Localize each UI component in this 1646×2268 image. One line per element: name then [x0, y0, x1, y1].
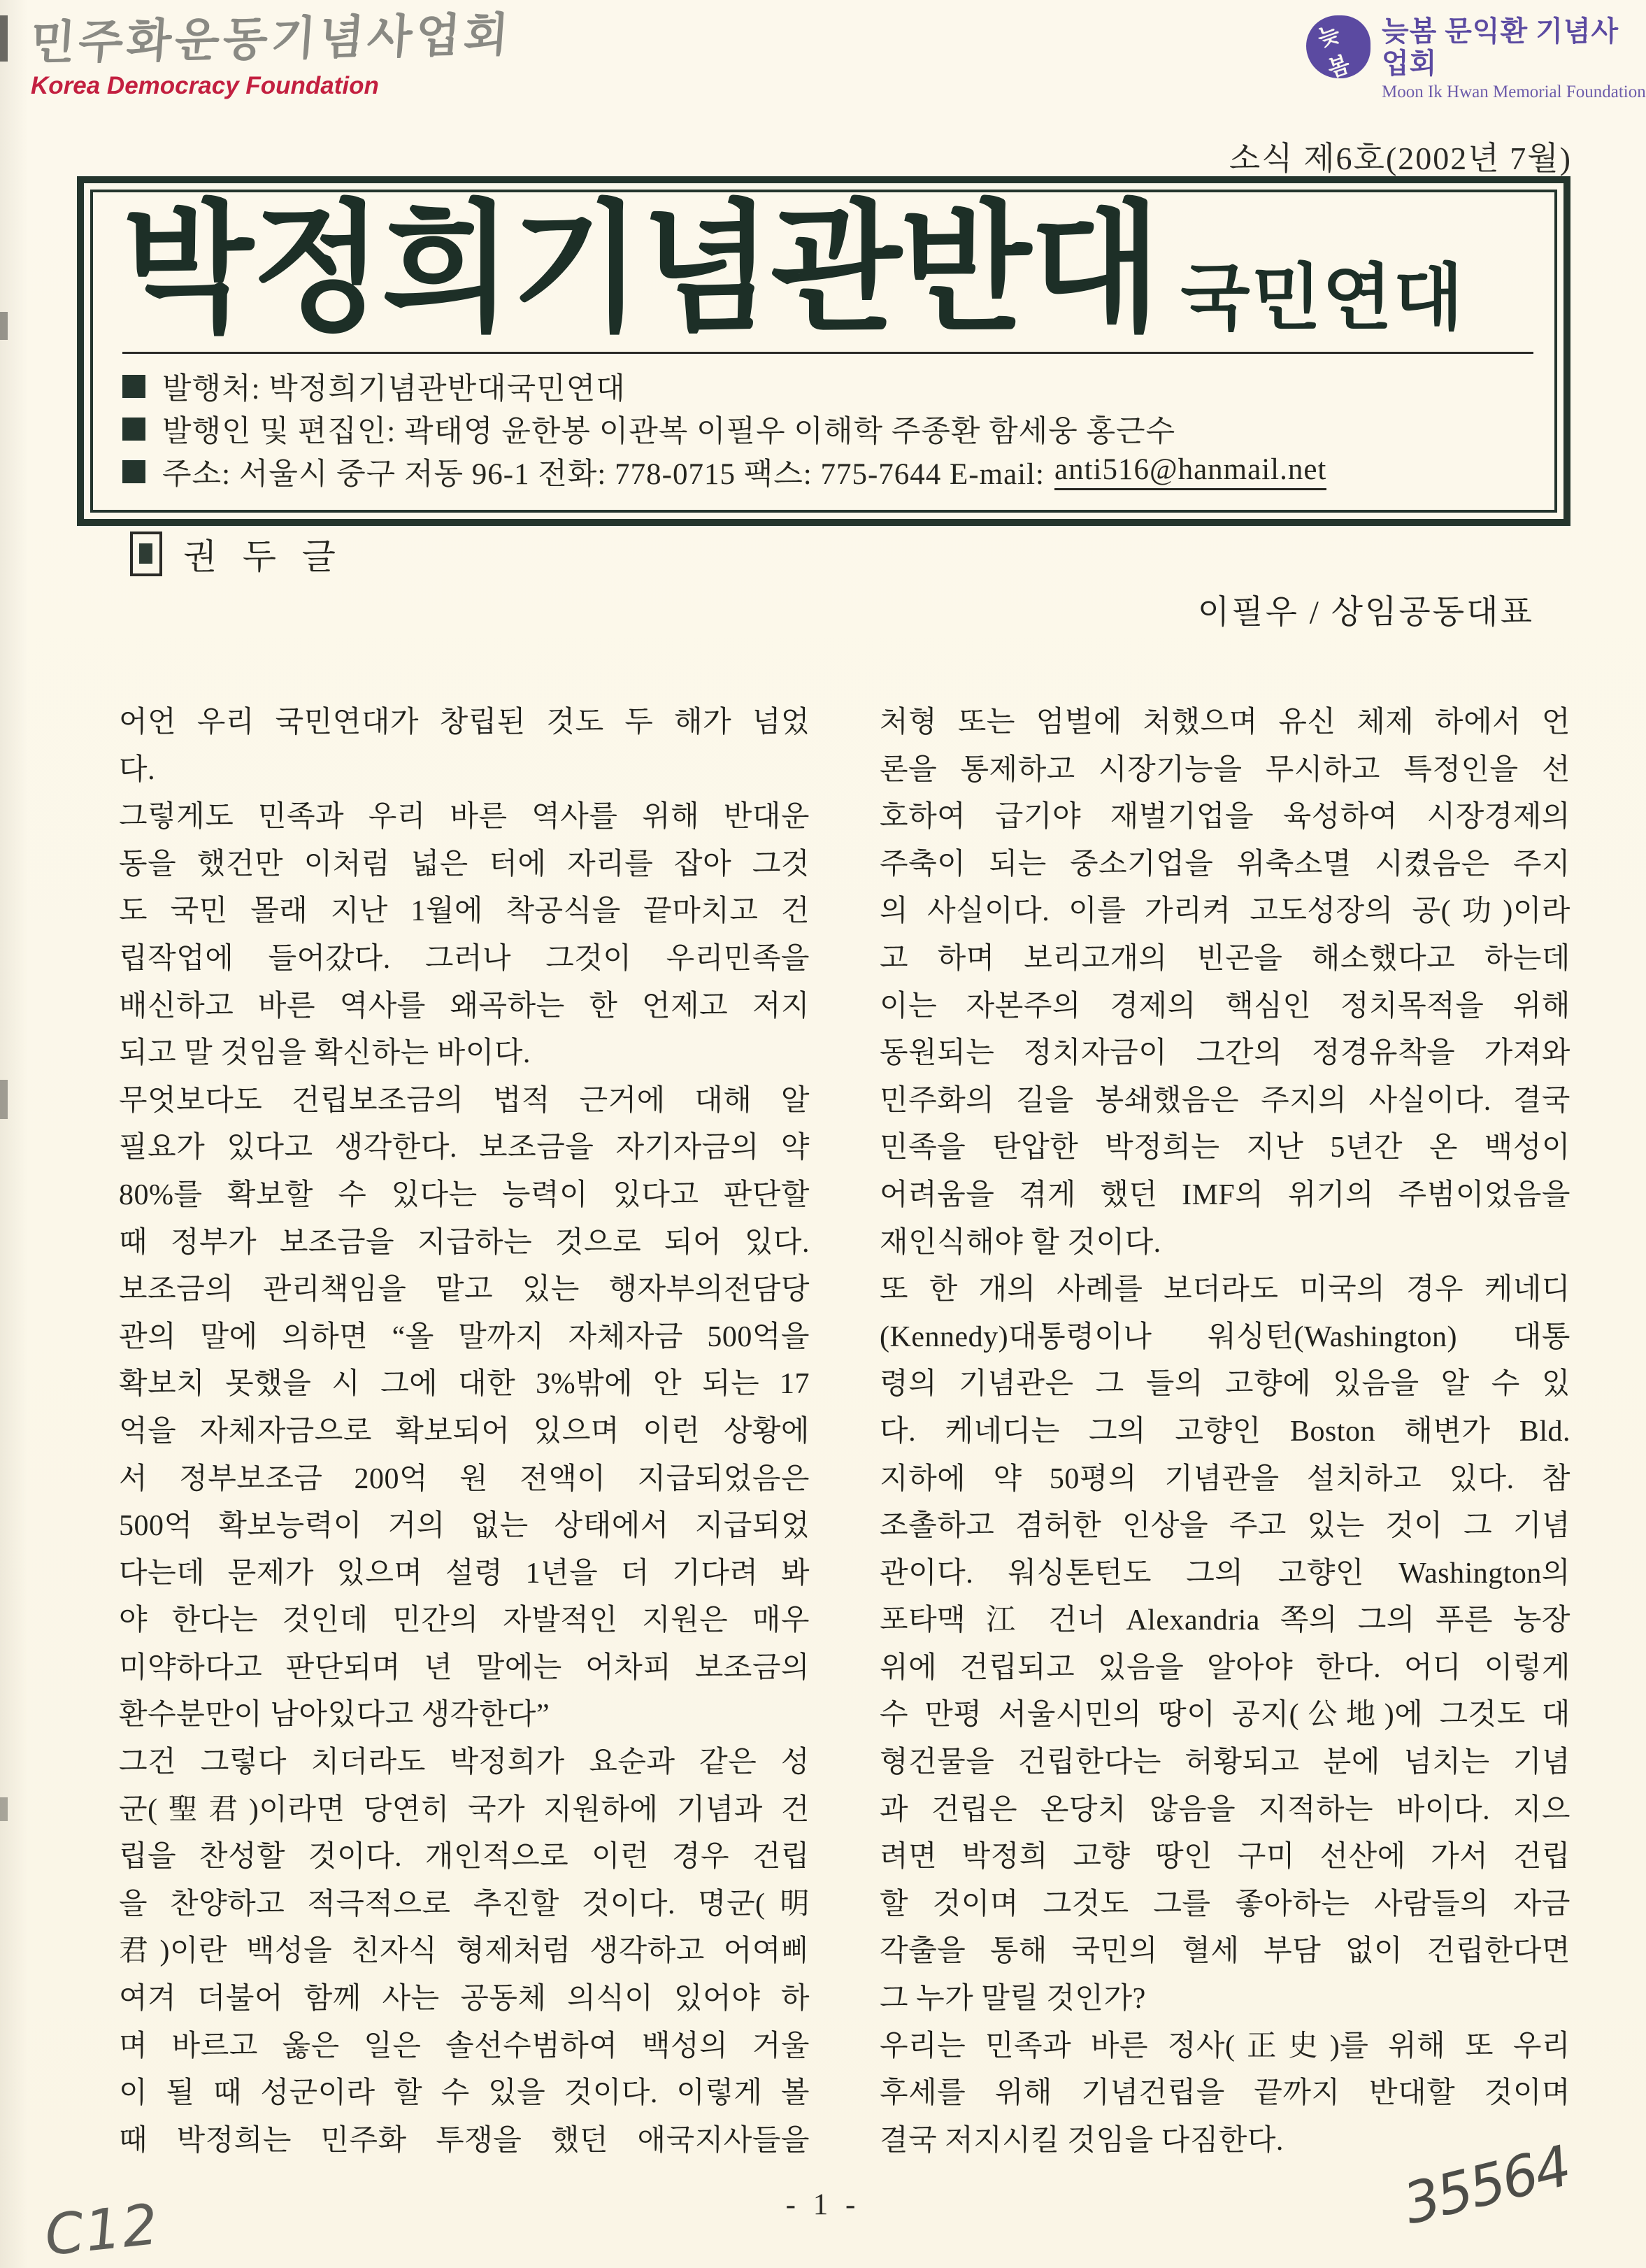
masthead-box-inner: [90, 185, 1557, 513]
issue-number-line: 소식 제6호(2002년 7월): [1229, 141, 1572, 176]
body-line: 의 사실이다. 이를 가리켜 고도성장의 공(功)이라: [880, 895, 1570, 928]
body-line: 도 국민 몰래 지난 1월에 착공식을 끝마치고 건: [119, 895, 810, 928]
body-line: 재인식해야 할 것이다.: [880, 1226, 1161, 1259]
body-line: 후세를 위해 기념건립을 끝까지 반대할 것이며: [880, 2077, 1570, 2110]
body-line: 이는 자본주의 경제의 핵심인 정치목적을 위해: [880, 990, 1570, 1022]
body-line: 때 정부가 보조금을 지급하는 것으로 되어 있다.: [119, 1226, 810, 1259]
masthead-title-row: [122, 185, 1533, 351]
body-line: 위에 건립되고 있음을 알아야 한다. 어디 이렇게: [880, 1651, 1570, 1684]
article-body: [119, 699, 1570, 2164]
body-line: 며 바르고 옳은 일은 솔선수범하여 백성의 거울: [119, 2030, 810, 2062]
body-line: 미약하다고 판단되며 년 말에는 어차피 보조금의: [119, 1651, 810, 1684]
body-line: 립을 찬성할 것이다. 개인적으로 이런 경우 건립: [119, 1841, 810, 1874]
body-line: 다는데 문제가 있으며 설령 1년을 더 기다려 봐: [119, 1557, 810, 1590]
moon-logo-korean-text: 늦봄 문익환 기념사업회: [1382, 15, 1619, 79]
body-line: 500억 확보능력이 거의 없는 상태에서 지급되었: [119, 1510, 810, 1543]
body-line: 관의 말에 의하면 “올 말까지 자체자금 500억을: [119, 1320, 810, 1353]
address-line: [122, 450, 1533, 493]
body-line: 이 될 때 성군이라 할 수 있을 것이다. 이렇게 볼: [119, 2077, 810, 2110]
moon-logo-english-text: Moon Ik Hwan Memorial Foundation: [1382, 83, 1646, 101]
body-line: 어려움을 겪게 했던 IMF의 위기의 주범이었음을: [880, 1178, 1570, 1211]
body-line: 야 한다는 것인데 민간의 자발적인 지원은 매우: [119, 1604, 810, 1637]
body-line: 과 건립은 온당치 않음을 지적하는 바이다. 지으: [880, 1793, 1570, 1826]
moon-foundation-seal-icon: [1306, 15, 1371, 83]
body-column-right: [880, 699, 1570, 2164]
body-line: 수 만평 서울시민의 땅이 공지(公地)에 그것도 대: [880, 1699, 1570, 1732]
body-line: 어언 우리 국민연대가 창립된 것도 두 해가 넘었: [119, 706, 810, 739]
body-line: 려면 박정희 고향 땅인 구미 선산에 가서 건립: [880, 1841, 1570, 1874]
body-column-left: [119, 699, 810, 2164]
handwritten-mark-35564: 35564: [1397, 2133, 1576, 2237]
body-line: 80%를 확보할 수 있다는 능력이 있다고 판단할: [119, 1178, 810, 1211]
body-line: 때 박정희는 민주화 투쟁을 했던 애국지사들을: [119, 2124, 810, 2157]
scan-artifact: [0, 1080, 8, 1119]
body-line: 론을 통제하고 시장기능을 무시하고 특정인을 선: [880, 753, 1570, 786]
kdf-logo-english-text: Korea Democracy Foundation: [31, 72, 379, 100]
body-line: 배신하고 바른 역사를 왜곡하는 한 언제고 저지: [119, 990, 810, 1022]
body-line: 여겨 더불어 함께 사는 공동체 의식이 있어야 하: [119, 1983, 810, 2016]
body-line: 되고 말 것임을 확신하는 바이다.: [119, 1037, 531, 1070]
body-line: 립작업에 들어갔다. 그러나 그것이 우리민족을: [119, 942, 810, 975]
publisher-line: [122, 365, 1533, 408]
section-header: [130, 529, 344, 579]
moon-ik-hwan-foundation-logo: [1306, 15, 1646, 102]
body-line: 할 것이며 그것도 그를 좋아하는 사람들의 자금: [880, 1888, 1570, 1920]
body-line: 지하에 약 50평의 기념관을 설치하고 있다. 참: [880, 1462, 1570, 1495]
email-address: anti516@hanmail.net: [1054, 452, 1326, 490]
body-line: 주축이 되는 중소기업을 위축소멸 시켰음은 주지: [880, 848, 1570, 880]
body-line: 형건물을 건립한다는 허황되고 분에 넘치는 기념: [880, 1746, 1570, 1779]
korea-democracy-foundation-logo: [28, 7, 514, 100]
body-line: 다.: [119, 753, 156, 786]
seal-calligraphy-text: 늦봄: [1314, 20, 1352, 83]
body-line: 동원되는 정치자금이 그간의 정경유착을 가져와: [880, 1037, 1570, 1070]
body-line: 그건 그렇다 치더라도 박정희가 요순과 같은 성: [119, 1746, 810, 1779]
body-line: 고 하며 보리고개의 빈곤을 해소했다고 하는데: [880, 942, 1570, 975]
filled-square-bullet-icon: [122, 418, 145, 441]
body-line: 서 정부보조금 200억 원 전액이 지급되었음은: [119, 1462, 810, 1495]
body-line: 그 누가 말릴 것인가?: [880, 1983, 1146, 2016]
body-line: 포타맥 江 건너 Alexandria 쪽의 그의 푸른 농장: [880, 1604, 1570, 1637]
scan-artifact: [0, 15, 8, 62]
body-line: 또 한 개의 사례를 보더라도 미국의 경우 케네디: [880, 1274, 1570, 1306]
scan-artifact: [0, 312, 8, 340]
author-byline: 이필우 / 상임공동대표: [1197, 594, 1534, 631]
publisher-text: 발행처: 박정희기념관반대국민연대: [162, 372, 626, 406]
body-line: 호하여 급기야 재벌기업을 육성하여 시장경제의: [880, 801, 1570, 834]
body-line: 결국 저지시킬 것임을 다짐한다.: [880, 2124, 1284, 2157]
kdf-logo-korean-calligraphy: 민주화운동기념사업회: [28, 7, 514, 70]
body-line: 그렇게도 민족과 우리 바른 역사를 위해 반대운: [119, 801, 810, 834]
masthead-info: [122, 365, 1533, 493]
body-line: 우리는 민족과 바른 정사(正史)를 위해 또 우리: [880, 2030, 1570, 2062]
section-title: 권 두 글: [183, 537, 344, 576]
handwritten-mark-c12: C12: [41, 2191, 163, 2268]
masthead-box: [77, 176, 1570, 526]
body-line: 조촐하고 겸허한 인상을 주고 있는 것이 그 기념: [880, 1510, 1570, 1543]
body-line: 처형 또는 엄벌에 처했으며 유신 체제 하에서 언: [880, 706, 1570, 739]
editors-text: 발행인 및 편집인: 곽태영 윤한봉 이관복 이필우 이해학 주종환 함세웅 홍근수: [162, 415, 1176, 448]
body-line: 억을 자체자금으로 확보되어 있으며 이런 상황에: [119, 1415, 810, 1448]
body-line: 령의 기념관은 그 들의 고향에 있음을 알 수 있: [880, 1368, 1570, 1401]
boxed-square-bullet-icon: [130, 532, 162, 576]
moon-foundation-name: [1382, 15, 1646, 102]
body-line: 민족을 탄압한 박정희는 지난 5년간 온 백성이: [880, 1132, 1570, 1164]
filled-square-bullet-icon: [122, 375, 145, 398]
body-line: 환수분만이 남아있다고 생각한다”: [119, 1699, 550, 1732]
body-line: 다. 케네디는 그의 고향인 Boston 해변가 Bld.: [880, 1415, 1570, 1448]
scan-artifact: [0, 1797, 8, 1821]
body-line: 필요가 있다고 생각한다. 보조금을 자기자금의 약: [119, 1132, 810, 1164]
body-line: 동을 했건만 이처럼 넓은 터에 자리를 잡아 그것: [119, 848, 810, 880]
newsletter-title-suffix: 국민연대: [1180, 255, 1465, 340]
body-line: 민주화의 길을 봉쇄했음은 주지의 사실이다. 결국: [880, 1084, 1570, 1117]
body-line: (Kennedy)대통령이나 워싱턴(Washington) 대통: [880, 1320, 1570, 1353]
editors-line: [122, 408, 1533, 450]
newsletter-title-main: 박정희기념관반대: [122, 185, 1160, 351]
masthead-divider: [122, 352, 1533, 354]
body-line: 확보치 못했을 시 그에 대한 3%밖에 안 되는 17: [119, 1368, 810, 1401]
page-number: - 1 -: [785, 2188, 861, 2221]
body-line: 관이다. 워싱톤턴도 그의 고향인 Washington의: [880, 1557, 1570, 1590]
body-line: 무엇보다도 건립보조금의 법적 근거에 대해 알: [119, 1084, 810, 1117]
body-line: 군(聖君)이라면 당연히 국가 지원하에 기념과 건: [119, 1793, 810, 1826]
body-line: 보조금의 관리책임을 맡고 있는 행자부의전담당: [119, 1274, 810, 1306]
filled-square-bullet-icon: [122, 460, 145, 483]
body-line: 을 찬양하고 적극적으로 추진할 것이다. 명군(明: [119, 1888, 810, 1920]
address-text: 주소: 서울시 중구 저동 96-1 전화: 778-0715 팩스: 775-7644 E-mail:: [162, 457, 1045, 491]
body-line: 각출을 통해 국민의 혈세 부담 없이 건립한다면: [880, 1935, 1570, 1968]
body-line: 君)이란 백성을 친자식 형제처럼 생각하고 어여삐: [119, 1935, 810, 1968]
